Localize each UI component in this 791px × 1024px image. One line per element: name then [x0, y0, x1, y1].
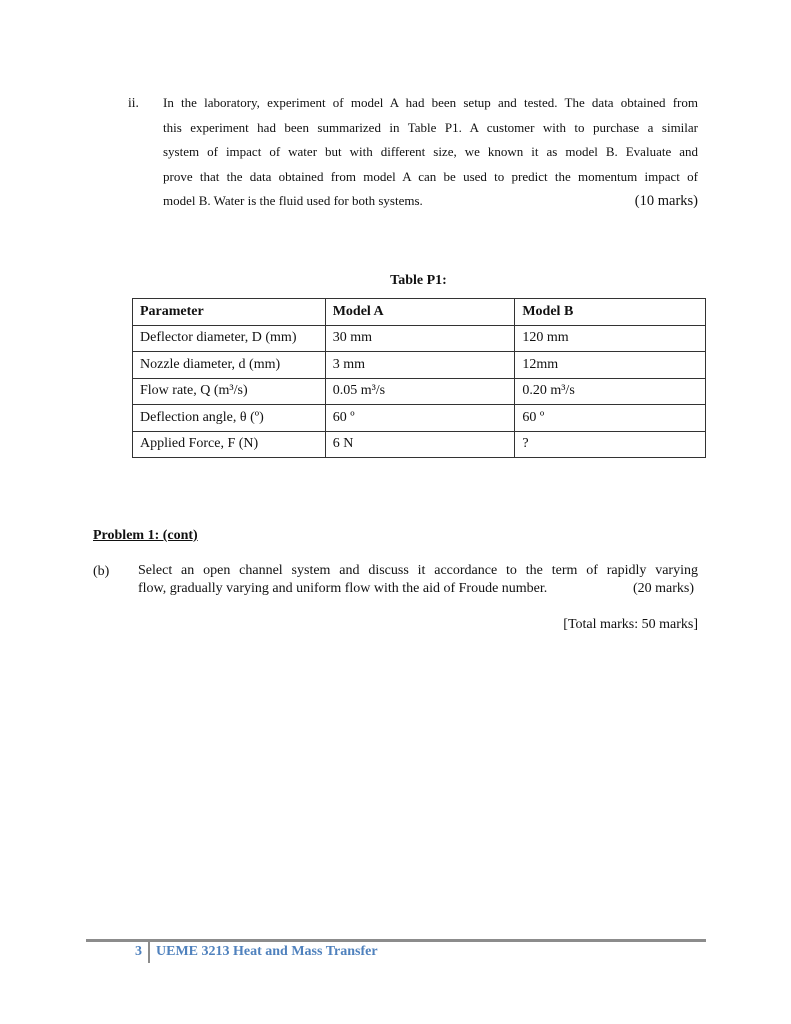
question-last-line: [163, 189, 698, 214]
table-caption: Table P1:: [390, 273, 447, 288]
question-text: [163, 91, 698, 214]
question-line: prove that the data obtained from model A can be used to predict the momentum impact of: [163, 168, 698, 184]
table-cell: 60 º: [325, 405, 515, 432]
table-cell: Nozzle diameter, d (mm): [133, 352, 326, 379]
part-line: Select an open channel system and discuss it accordance to the term of rapidly varying: [138, 563, 698, 578]
question-marks: (10 marks): [634, 193, 698, 210]
part-marks: (20 marks): [632, 581, 694, 596]
table-cell: 60 º: [515, 405, 706, 432]
table-cell: Flow rate, Q (m³/s): [133, 378, 326, 405]
table-row: [133, 405, 706, 432]
header-model-b: Model B: [515, 299, 706, 326]
question-line: In the laboratory, experiment of model A had been setup and tested. The data obtained from: [163, 95, 698, 110]
table-cell: 6 N: [325, 431, 515, 458]
table-cell: 3 mm: [325, 352, 515, 379]
table-cell: 12mm: [515, 352, 706, 379]
parameter-table: [132, 298, 706, 458]
page-number: 3: [135, 944, 142, 959]
table-cell: Applied Force, F (N): [133, 431, 326, 458]
table-cell: ?: [515, 431, 706, 458]
table-header-row: [133, 299, 706, 326]
question-number: ii.: [128, 95, 139, 110]
question-line: model B. Water is the fluid used for both systems.: [163, 193, 423, 209]
question-line: system of impact of water but with different size, we known it as model B. Evaluate and: [163, 144, 698, 160]
part-last-line: [138, 580, 698, 598]
table-row: [133, 325, 706, 352]
header-model-a: Model A: [325, 299, 515, 326]
table-row: [133, 378, 706, 405]
total-marks: [Total marks: 50 marks]: [563, 617, 698, 632]
part-text: [138, 562, 698, 598]
problem-heading: Problem 1: (cont): [93, 528, 198, 543]
table-cell: Deflector diameter, D (mm): [133, 325, 326, 352]
course-title: UEME 3213 Heat and Mass Transfer: [156, 944, 378, 959]
page-footer: [135, 941, 378, 963]
part-label: (b): [93, 564, 110, 579]
table-row: [133, 431, 706, 458]
table-cell: Deflection angle, θ (º): [133, 405, 326, 432]
table-cell: 0.05 m³/s: [325, 378, 515, 405]
header-parameter: Parameter: [133, 299, 326, 326]
table-row: [133, 352, 706, 379]
table-cell: 120 mm: [515, 325, 706, 352]
footer-divider: [148, 941, 150, 963]
table-cell: 30 mm: [325, 325, 515, 352]
part-line: flow, gradually varying and uniform flow with the aid of Froude number.: [138, 581, 548, 596]
table-cell: 0.20 m³/s: [515, 378, 706, 405]
question-line: this experiment had been summarized in Table P1. A customer with to purchase a similar: [163, 119, 698, 135]
